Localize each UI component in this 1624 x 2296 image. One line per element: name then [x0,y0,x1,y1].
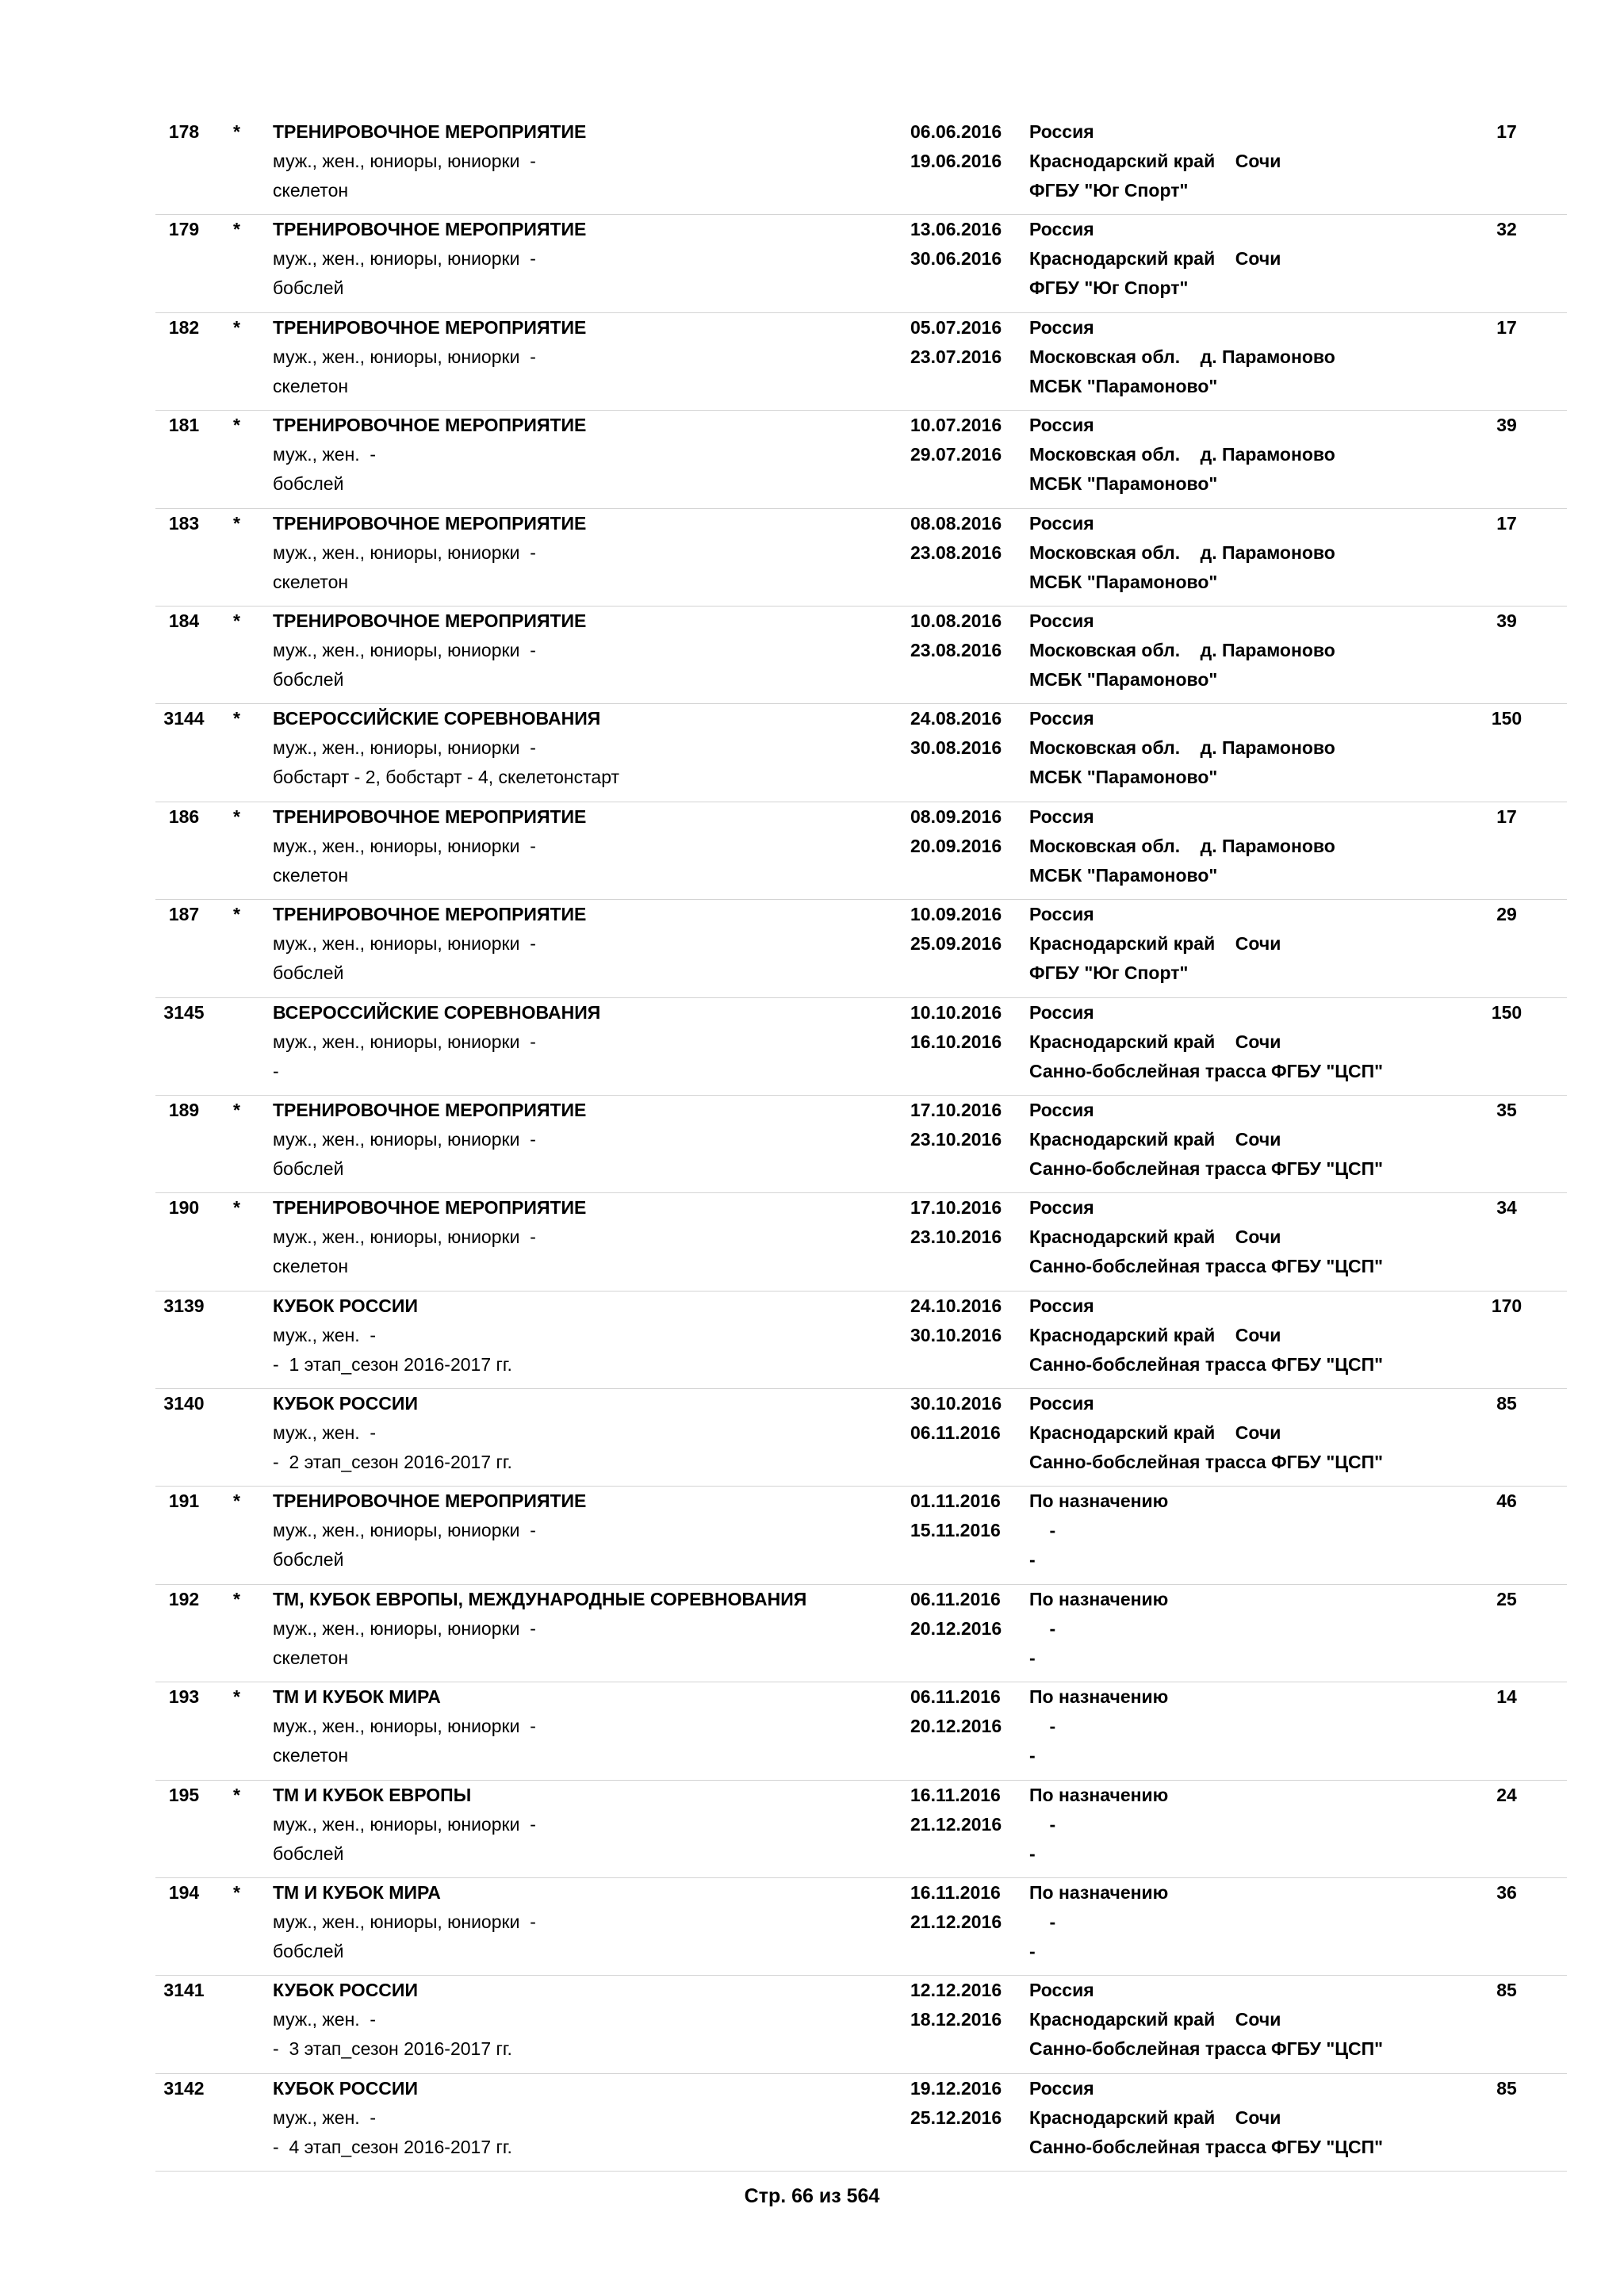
event-row [155,313,1567,411]
discipline: скелетон [273,1647,349,1668]
date-to: 23.08.2016 [910,639,1002,660]
region-city: - [1029,1911,1056,1933]
event-number: 178 [168,121,200,142]
region-city: Краснодарский край Сочи [1029,1226,1281,1248]
date-to: 16.10.2016 [910,1031,1002,1052]
star-marker: * [233,708,240,729]
date-to: 20.09.2016 [910,835,1002,856]
star-marker: * [233,1588,240,1609]
participants: муж., жен. - [273,1422,377,1444]
date-from: 16.11.2016 [910,1882,1001,1904]
date-to: 20.12.2016 [910,1617,1002,1639]
date-from: 13.06.2016 [910,219,1002,240]
country: По назначению [1029,1588,1169,1609]
event-title: ТРЕНИРОВОЧНОЕ МЕРОПРИЯТИЕ [273,219,587,240]
date-from: 16.11.2016 [910,1784,1001,1805]
discipline: скелетон [273,375,349,396]
event-title: ТРЕНИРОВОЧНОЕ МЕРОПРИЯТИЕ [273,610,587,631]
date-from: 10.07.2016 [910,415,1002,436]
participant-count: 36 [1496,1882,1517,1904]
event-title: ТРЕНИРОВОЧНОЕ МЕРОПРИЯТИЕ [273,415,587,436]
date-from: 05.07.2016 [910,316,1002,338]
country: Россия [1029,316,1094,338]
date-from: 24.08.2016 [910,708,1002,729]
event-row [155,1585,1567,1682]
star-marker: * [233,904,240,925]
participant-count: 150 [1491,708,1522,729]
event-title: ТРЕНИРОВОЧНОЕ МЕРОПРИЯТИЕ [273,1490,587,1512]
participants: муж., жен. - [273,444,377,465]
date-to: 25.12.2016 [910,2107,1002,2128]
event-title: КУБОК РОССИИ [273,1393,418,1414]
country: Россия [1029,1197,1094,1219]
region-city: - [1029,1520,1056,1541]
date-to: 23.07.2016 [910,346,1002,367]
event-number: 3141 [163,1980,205,2001]
participants: муж., жен., юниоры, юниорки - [273,1031,536,1052]
participant-count: 34 [1496,1197,1517,1219]
event-title: КУБОК РОССИИ [273,1295,418,1316]
discipline: бобслей [273,1158,344,1179]
date-to: 19.06.2016 [910,151,1002,171]
event-row [155,1682,1567,1780]
star-marker: * [233,415,240,436]
country: Россия [1029,219,1094,240]
participant-count: 35 [1496,1099,1517,1120]
venue: Санно-бобслейная трасса ФГБУ "ЦСП" [1029,1353,1384,1375]
region-city: Краснодарский край Сочи [1029,248,1281,270]
event-number: 3144 [163,708,205,729]
events-table [155,117,1567,2172]
region-city: Краснодарский край Сочи [1029,1031,1281,1052]
participants: муж., жен., юниоры, юниорки - [273,1226,536,1248]
participant-count: 29 [1496,904,1517,925]
event-title: ТМ, КУБОК ЕВРОПЫ, МЕЖДУНАРОДНЫЕ СОРЕВНОВАНИЯ [273,1588,807,1609]
star-marker: * [233,512,240,534]
event-row [155,509,1567,607]
date-from: 24.10.2016 [910,1295,1002,1316]
venue: МСБК "Парамоново" [1029,473,1218,495]
venue: Санно-бобслейная трасса ФГБУ "ЦСП" [1029,2038,1384,2060]
event-row [155,215,1567,312]
date-from: 06.06.2016 [910,121,1002,142]
event-row [155,802,1567,900]
country: Россия [1029,1099,1094,1120]
country: Россия [1029,1980,1094,2001]
venue: Санно-бобслейная трасса ФГБУ "ЦСП" [1029,1158,1384,1179]
event-number: 195 [168,1784,200,1805]
date-to: 30.10.2016 [910,1324,1002,1345]
event-title: ТРЕНИРОВОЧНОЕ МЕРОПРИЯТИЕ [273,904,587,925]
participants: муж., жен., юниоры, юниорки - [273,639,536,660]
event-number: 3139 [163,1295,205,1316]
date-from: 10.09.2016 [910,904,1002,925]
venue: Санно-бобслейная трасса ФГБУ "ЦСП" [1029,1452,1384,1473]
participant-count: 17 [1496,316,1517,338]
country: Россия [1029,121,1094,142]
event-number: 186 [168,806,200,827]
participant-count: 46 [1496,1490,1517,1512]
discipline: - [273,1060,279,1081]
country: Россия [1029,2077,1094,2099]
discipline: - 3 этап_сезон 2016-2017 гг. [273,2038,512,2060]
discipline: - 1 этап_сезон 2016-2017 гг. [273,1353,512,1375]
discipline: бобслей [273,962,344,984]
venue: ФГБУ "Юг Спорт" [1029,180,1189,201]
venue: Санно-бобслейная трасса ФГБУ "ЦСП" [1029,1060,1384,1081]
participant-count: 85 [1496,1980,1517,2001]
venue: Санно-бобслейная трасса ФГБУ "ЦСП" [1029,2136,1384,2157]
date-to: 23.10.2016 [910,1226,1002,1248]
venue: - [1029,1549,1036,1571]
date-from: 06.11.2016 [910,1588,1001,1609]
venue: Санно-бобслейная трасса ФГБУ "ЦСП" [1029,1256,1384,1277]
country: Россия [1029,610,1094,631]
country: Россия [1029,806,1094,827]
date-to: 06.11.2016 [910,1422,1001,1444]
event-row [155,900,1567,997]
star-marker: * [233,1197,240,1219]
discipline: скелетон [273,571,349,592]
discipline: скелетон [273,1256,349,1277]
region-city: - [1029,1617,1056,1639]
participants: муж., жен., юниоры, юниорки - [273,151,536,171]
event-number: 183 [168,512,200,534]
event-title: ТРЕНИРОВОЧНОЕ МЕРОПРИЯТИЕ [273,121,587,142]
discipline: скелетон [273,864,349,886]
country: По назначению [1029,1490,1169,1512]
discipline: бобслей [273,1549,344,1571]
date-to: 30.08.2016 [910,737,1002,759]
event-number: 189 [168,1099,200,1120]
venue: МСБК "Парамоново" [1029,767,1218,788]
event-title: ТРЕНИРОВОЧНОЕ МЕРОПРИЯТИЕ [273,1099,587,1120]
date-to: 25.09.2016 [910,933,1002,955]
participant-count: 39 [1496,415,1517,436]
venue: МСБК "Парамоново" [1029,375,1218,396]
date-from: 30.10.2016 [910,1393,1002,1414]
event-number: 3142 [163,2077,205,2099]
event-number: 190 [168,1197,200,1219]
participants: муж., жен., юниоры, юниорки - [273,1813,536,1835]
date-from: 06.11.2016 [910,1686,1001,1708]
participant-count: 32 [1496,219,1517,240]
participants: муж., жен., юниоры, юниорки - [273,1617,536,1639]
venue: МСБК "Парамоново" [1029,668,1218,690]
discipline: скелетон [273,1745,349,1766]
participant-count: 150 [1491,1001,1522,1023]
event-number: 187 [168,904,200,925]
participants: муж., жен., юниоры, юниорки - [273,248,536,270]
discipline: бобстарт - 2, бобстарт - 4, скелетонстарт [273,767,620,788]
venue: ФГБУ "Юг Спорт" [1029,962,1189,984]
country: Россия [1029,1295,1094,1316]
date-to: 18.12.2016 [910,2009,1002,2030]
discipline: бобслей [273,473,344,495]
participant-count: 17 [1496,512,1517,534]
date-to: 29.07.2016 [910,444,1002,465]
date-to: 30.06.2016 [910,248,1002,270]
event-title: КУБОК РОССИИ [273,2077,418,2099]
date-from: 08.09.2016 [910,806,1002,827]
event-number: 182 [168,316,200,338]
event-number: 191 [168,1490,200,1512]
event-row [155,1096,1567,1193]
date-from: 01.11.2016 [910,1490,1001,1512]
country: Россия [1029,1393,1094,1414]
event-title: ТРЕНИРОВОЧНОЕ МЕРОПРИЯТИЕ [273,512,587,534]
country: Россия [1029,1001,1094,1023]
participants: муж., жен., юниоры, юниорки - [273,835,536,856]
country: Россия [1029,415,1094,436]
participant-count: 14 [1496,1686,1517,1708]
event-row [155,117,1567,215]
date-to: 20.12.2016 [910,1716,1002,1737]
participants: муж., жен., юниоры, юниорки - [273,346,536,367]
event-row [155,1487,1567,1584]
event-number: 193 [168,1686,200,1708]
venue: МСБК "Парамоново" [1029,864,1218,886]
participants: муж., жен. - [273,2107,377,2128]
event-row [155,607,1567,704]
discipline: скелетон [273,180,349,201]
star-marker: * [233,121,240,142]
event-row [155,1781,1567,1878]
discipline: бобслей [273,277,344,299]
country: Россия [1029,904,1094,925]
star-marker: * [233,806,240,827]
region-city: Московская обл. д. Парамоново [1029,346,1335,367]
star-marker: * [233,1099,240,1120]
event-number: 3145 [163,1001,205,1023]
event-row [155,704,1567,802]
page-number: Стр. 66 из 564 [744,2185,880,2207]
event-title: ВСЕРОССИЙСКИЕ СОРЕВНОВАНИЯ [273,1001,601,1023]
event-row [155,998,1567,1096]
event-number: 181 [168,415,200,436]
venue: - [1029,1843,1036,1864]
region-city: Московская обл. д. Парамоново [1029,444,1335,465]
participants: муж., жен., юниоры, юниорки - [273,1716,536,1737]
participants: муж., жен. - [273,1324,377,1345]
region-city: Московская обл. д. Парамоново [1029,639,1335,660]
region-city: Краснодарский край Сочи [1029,1324,1281,1345]
date-from: 08.08.2016 [910,512,1002,534]
venue: - [1029,1941,1036,1962]
event-title: ТМ И КУБОК ЕВРОПЫ [273,1784,472,1805]
date-from: 17.10.2016 [910,1099,1002,1120]
country: По назначению [1029,1686,1169,1708]
venue: - [1029,1647,1036,1668]
region-city: - [1029,1716,1056,1737]
date-from: 10.08.2016 [910,610,1002,631]
participants: муж., жен., юниоры, юниорки - [273,737,536,759]
event-title: ТРЕНИРОВОЧНОЕ МЕРОПРИЯТИЕ [273,316,587,338]
date-from: 19.12.2016 [910,2077,1002,2099]
date-to: 15.11.2016 [910,1520,1001,1541]
region-city: - [1029,1813,1056,1835]
region-city: Краснодарский край Сочи [1029,933,1281,955]
region-city: Краснодарский край Сочи [1029,1422,1281,1444]
event-title: ТМ И КУБОК МИРА [273,1686,441,1708]
participants: муж., жен. - [273,2009,377,2030]
event-title: ТРЕНИРОВОЧНОЕ МЕРОПРИЯТИЕ [273,806,587,827]
participant-count: 85 [1496,2077,1517,2099]
discipline: бобслей [273,1843,344,1864]
star-marker: * [233,316,240,338]
discipline: бобслей [273,668,344,690]
event-title: КУБОК РОССИИ [273,1980,418,2001]
venue: МСБК "Парамоново" [1029,571,1218,592]
date-from: 12.12.2016 [910,1980,1002,2001]
star-marker: * [233,219,240,240]
event-number: 184 [168,610,200,631]
country: Россия [1029,512,1094,534]
event-row [155,1878,1567,1976]
star-marker: * [233,1686,240,1708]
event-number: 3140 [163,1393,205,1414]
star-marker: * [233,1882,240,1904]
participant-count: 24 [1496,1784,1517,1805]
event-number: 179 [168,219,200,240]
event-title: ТМ И КУБОК МИРА [273,1882,441,1904]
event-row [155,1193,1567,1291]
region-city: Московская обл. д. Парамоново [1029,541,1335,563]
star-marker: * [233,1784,240,1805]
date-to: 21.12.2016 [910,1911,1002,1933]
event-row [155,1292,1567,1389]
participants: муж., жен., юниоры, юниорки - [273,541,536,563]
star-marker: * [233,1490,240,1512]
discipline: - 2 этап_сезон 2016-2017 гг. [273,1452,512,1473]
event-title: ВСЕРОССИЙСКИЕ СОРЕВНОВАНИЯ [273,708,601,729]
event-number: 194 [168,1882,200,1904]
date-to: 23.08.2016 [910,541,1002,563]
date-from: 17.10.2016 [910,1197,1002,1219]
participants: муж., жен., юниоры, юниорки - [273,1911,536,1933]
participant-count: 25 [1496,1588,1517,1609]
region-city: Московская обл. д. Парамоново [1029,835,1335,856]
participants: муж., жен., юниоры, юниорки - [273,1520,536,1541]
country: По назначению [1029,1784,1169,1805]
participant-count: 39 [1496,610,1517,631]
event-number: 192 [168,1588,200,1609]
region-city: Краснодарский край Сочи [1029,1128,1281,1150]
region-city: Московская обл. д. Парамоново [1029,737,1335,759]
country: Россия [1029,708,1094,729]
participants: муж., жен., юниоры, юниорки - [273,933,536,955]
event-row [155,1389,1567,1487]
event-row [155,2074,1567,2172]
date-from: 10.10.2016 [910,1001,1002,1023]
event-row [155,411,1567,508]
event-title: ТРЕНИРОВОЧНОЕ МЕРОПРИЯТИЕ [273,1197,587,1219]
discipline: - 4 этап_сезон 2016-2017 гг. [273,2136,512,2157]
participant-count: 170 [1491,1295,1522,1316]
region-city: Краснодарский край Сочи [1029,2009,1281,2030]
region-city: Краснодарский край Сочи [1029,2107,1281,2128]
date-to: 23.10.2016 [910,1128,1002,1150]
participant-count: 17 [1496,121,1517,142]
event-row [155,1976,1567,2073]
date-to: 21.12.2016 [910,1813,1002,1835]
participant-count: 17 [1496,806,1517,827]
venue: - [1029,1745,1036,1766]
participants: муж., жен., юниоры, юниорки - [273,1128,536,1150]
star-marker: * [233,610,240,631]
participant-count: 85 [1496,1393,1517,1414]
discipline: бобслей [273,1941,344,1962]
country: По назначению [1029,1882,1169,1904]
region-city: Краснодарский край Сочи [1029,151,1281,171]
venue: ФГБУ "Юг Спорт" [1029,277,1189,299]
